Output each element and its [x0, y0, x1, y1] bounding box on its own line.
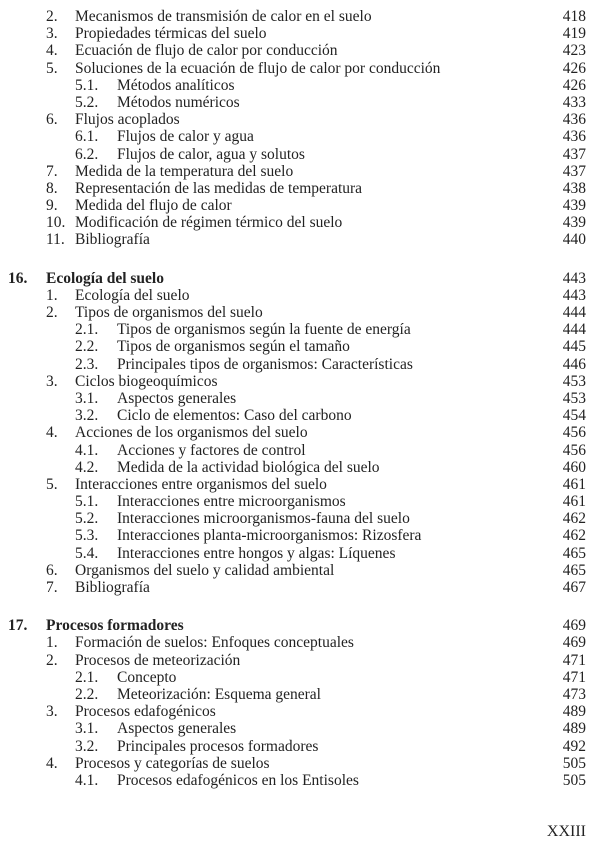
entry-page: 465 [562, 561, 586, 579]
toc-entry [0, 25, 600, 42]
entry-title: Interacciones entre organismos del suelo [75, 476, 332, 493]
dot-leader [355, 338, 546, 355]
dot-leader [245, 94, 546, 111]
entry-title: Ecuación de flujo de calor por conducción [75, 42, 343, 59]
dot-leader [272, 25, 546, 42]
entry-number: 11. [46, 231, 65, 249]
entry-number: 3.2. [75, 737, 99, 755]
toc-entry [0, 321, 600, 338]
dot-leader [195, 287, 546, 304]
toc-entry [0, 146, 600, 163]
entry-title: Flujos de calor, agua y solutos [117, 146, 310, 163]
dot-leader [259, 128, 546, 145]
entry-number: 10. [46, 214, 66, 232]
entry-title: Ciclo de elementos: Caso del carbono [117, 407, 357, 424]
entry-number: 6. [46, 111, 58, 129]
entry-page: 436 [562, 128, 586, 146]
entry-page: 473 [562, 685, 586, 703]
entry-page: 423 [562, 42, 586, 60]
dot-leader [155, 231, 546, 248]
entry-title: Formación de suelos: Enfoques conceptuales [75, 634, 359, 651]
toc-entry [0, 652, 600, 669]
entry-number: 2.2. [75, 338, 99, 356]
entry-title: Tipos de organismos del suelo [75, 304, 268, 321]
toc-entry [0, 424, 600, 441]
entry-title: Procesos de meteorización [75, 652, 245, 669]
entry-number: 4.1. [75, 441, 99, 459]
entry-title: Aspectos generales [117, 720, 241, 737]
entry-page: 471 [562, 651, 586, 669]
entry-title: Tipos de organismos según la fuente de energía [117, 321, 416, 338]
toc-entry [0, 703, 600, 720]
entry-page: 454 [562, 407, 586, 425]
toc-entry [0, 231, 600, 248]
entry-title: Procesos y categorías de suelos [75, 755, 275, 772]
toc-entry [0, 42, 600, 59]
entry-number: 3.1. [75, 720, 99, 738]
entry-page: 439 [562, 197, 586, 215]
entry-number: 6.2. [75, 145, 99, 163]
entry-number: 5.1. [75, 493, 99, 511]
chapter-entry [0, 270, 600, 287]
toc-entry [0, 755, 600, 772]
entry-number: 7. [46, 579, 58, 596]
entry-page: 492 [562, 737, 586, 755]
entry-number: 3.1. [75, 389, 99, 407]
table-of-contents [0, 8, 600, 789]
entry-page: 438 [562, 179, 586, 197]
entry-number: 4.2. [75, 458, 99, 476]
entry-title: Representación de las medidas de temperatura [75, 180, 367, 197]
entry-number: 6.1. [75, 128, 99, 146]
toc-entry [0, 287, 600, 304]
dot-leader [415, 510, 546, 527]
entry-title: Interacciones planta-microorganismos: Rizosfera [117, 527, 426, 544]
entry-page: 465 [562, 544, 586, 562]
toc-entry [0, 94, 600, 111]
entry-page: 418 [562, 8, 586, 25]
entry-page: 433 [562, 93, 586, 111]
entry-number: 9. [46, 197, 58, 215]
entry-page: 456 [562, 424, 586, 442]
entry-page: 461 [562, 493, 586, 511]
dot-leader [416, 321, 546, 338]
dot-leader [240, 77, 546, 94]
toc-entry [0, 180, 600, 197]
entry-number: 3.2. [75, 407, 99, 425]
entry-title: Métodos numéricos [117, 94, 245, 111]
entry-title: Ecología del suelo [75, 287, 195, 304]
entry-page: 467 [562, 579, 586, 596]
entry-title: Acciones y factores de control [117, 442, 311, 459]
toc-entry [0, 634, 600, 651]
entry-title: Organismos del suelo y calidad ambiental [75, 562, 339, 579]
entry-title: Tipos de organismos según el tamaño [117, 338, 355, 355]
entry-title: Bibliografía [75, 579, 155, 596]
entry-page: 440 [562, 231, 586, 249]
entry-title: Medida de la temperatura del suelo [75, 163, 298, 180]
toc-entry [0, 720, 600, 737]
entry-page: 445 [562, 338, 586, 356]
entry-number: 3. [46, 703, 58, 721]
entry-title: Meteorización: Esquema general [117, 686, 326, 703]
entry-number: 2. [46, 304, 58, 321]
entry-page: 419 [562, 25, 586, 43]
dot-leader [367, 180, 546, 197]
dot-leader [268, 304, 546, 321]
toc-entry [0, 338, 600, 355]
dot-leader [275, 755, 546, 772]
entry-title: Flujos acoplados [75, 111, 185, 128]
entry-title: Concepto [117, 669, 181, 686]
entry-page: 444 [562, 304, 586, 321]
entry-number: 5.2. [75, 93, 99, 111]
entry-page: 462 [562, 510, 586, 528]
entry-number: 5.1. [75, 76, 99, 94]
dot-leader [237, 197, 546, 214]
entry-title: Acciones de los organismos del suelo [75, 424, 313, 441]
toc-entry [0, 545, 600, 562]
toc-entry [0, 390, 600, 407]
entry-page: 437 [562, 162, 586, 180]
entry-number: 7. [46, 162, 58, 180]
entry-page: 446 [562, 355, 586, 373]
entry-page: 489 [562, 703, 586, 721]
entry-page: 426 [562, 59, 586, 77]
entry-title: Mecanismos de transmisión de calor en el suelo [75, 8, 377, 25]
entry-page: 453 [562, 389, 586, 407]
toc-entry [0, 493, 600, 510]
entry-number: 6. [46, 561, 58, 579]
entry-page: 469 [562, 634, 586, 652]
entry-number: 4. [46, 424, 58, 442]
entry-page: 471 [562, 668, 586, 686]
entry-number: 2.3. [75, 355, 99, 373]
entry-page: 439 [562, 214, 586, 232]
toc-entry [0, 60, 600, 77]
toc-entry [0, 197, 600, 214]
entry-title: Procesos edafogénicos [75, 703, 221, 720]
entry-number: 5. [46, 475, 58, 493]
entry-page: 437 [562, 145, 586, 163]
dot-leader [339, 562, 546, 579]
dot-leader [323, 738, 546, 755]
entry-page: 489 [562, 720, 586, 738]
entry-title: Procesos edafogénicos en los Entisoles [117, 772, 364, 789]
entry-number: 2. [46, 8, 58, 25]
entry-page: 426 [562, 76, 586, 94]
chapter-entry [0, 617, 600, 634]
dot-leader [245, 652, 546, 669]
entry-page: 443 [562, 269, 586, 287]
entry-title: Soluciones de la ecuación de flujo de calor por conducción [75, 60, 445, 77]
entry-title: Interacciones entre microorganismos [117, 493, 351, 510]
toc-entry [0, 77, 600, 94]
entry-title: Principales procesos formadores [117, 738, 323, 755]
toc-entry [0, 304, 600, 321]
toc-entry [0, 8, 600, 25]
toc-entry [0, 686, 600, 703]
entry-page: 462 [562, 527, 586, 545]
page-number: XXIII [546, 823, 586, 840]
toc-entry [0, 373, 600, 390]
toc-entry [0, 579, 600, 596]
toc-entry [0, 356, 600, 373]
dot-leader [181, 669, 546, 686]
entry-page: 453 [562, 372, 586, 390]
dot-leader [445, 60, 546, 77]
entry-number: 3. [46, 25, 58, 43]
entry-number: 5.2. [75, 510, 99, 528]
dot-leader [311, 442, 546, 459]
entry-title: Procesos formadores [46, 617, 189, 634]
dot-leader [189, 617, 546, 634]
entry-title: Interacciones microorganismos-fauna del suelo [117, 510, 415, 527]
dot-leader [359, 634, 546, 651]
entry-title: Principales tipos de organismos: Características [117, 356, 418, 373]
entry-page: 505 [562, 754, 586, 772]
entry-number: 3. [46, 372, 58, 390]
entry-title: Medida del flujo de calor [75, 197, 237, 214]
entry-page: 444 [562, 321, 586, 339]
entry-number: 5.3. [75, 527, 99, 545]
entry-page: 436 [562, 111, 586, 129]
entry-page: 456 [562, 441, 586, 459]
toc-entry [0, 510, 600, 527]
entry-number: 4. [46, 42, 58, 60]
entry-title: Bibliografía [75, 231, 155, 248]
entry-number: 4. [46, 754, 58, 772]
entry-title: Flujos de calor y agua [117, 128, 259, 145]
dot-leader [347, 214, 546, 231]
entry-title: Métodos analíticos [117, 77, 240, 94]
entry-number: 2. [46, 651, 58, 669]
dot-leader [364, 772, 546, 789]
dot-leader [241, 720, 546, 737]
entry-number: 1. [46, 286, 58, 304]
toc-entry [0, 214, 600, 231]
entry-title: Ecología del suelo [46, 270, 169, 287]
entry-title: Aspectos generales [117, 390, 241, 407]
toc-entry [0, 459, 600, 476]
dot-leader [385, 459, 546, 476]
toc-entry [0, 669, 600, 686]
entry-page: 461 [562, 475, 586, 493]
dot-leader [400, 545, 546, 562]
dot-leader [185, 111, 546, 128]
entry-number: 8. [46, 179, 58, 197]
entry-number: 2.1. [75, 668, 99, 686]
toc-entry [0, 738, 600, 755]
dot-leader [298, 163, 546, 180]
dot-leader [377, 8, 546, 25]
entry-number: 2.1. [75, 321, 99, 339]
entry-page: 469 [562, 617, 586, 635]
entry-number: 5.4. [75, 544, 99, 562]
entry-page: 460 [562, 458, 586, 476]
dot-leader [313, 424, 546, 441]
dot-leader [426, 527, 546, 544]
toc-entry [0, 772, 600, 789]
dot-leader [310, 146, 546, 163]
entry-title: Medida de la actividad biológica del suelo [117, 459, 385, 476]
entry-number: 16. [8, 269, 28, 287]
dot-leader [357, 407, 546, 424]
toc-entry [0, 128, 600, 145]
entry-page: 443 [562, 286, 586, 304]
entry-number: 4.1. [75, 771, 99, 789]
dot-leader [223, 373, 546, 390]
toc-entry [0, 527, 600, 544]
dot-leader [332, 476, 546, 493]
dot-leader [241, 390, 546, 407]
entry-title: Modificación de régimen térmico del suelo [75, 214, 347, 231]
toc-entry [0, 407, 600, 424]
dot-leader [343, 42, 546, 59]
toc-entry [0, 476, 600, 493]
entry-title: Propiedades térmicas del suelo [75, 25, 272, 42]
entry-number: 1. [46, 634, 58, 652]
entry-title: Interacciones entre hongos y algas: Líquenes [117, 545, 400, 562]
entry-number: 17. [8, 617, 28, 635]
toc-entry [0, 163, 600, 180]
dot-leader [221, 703, 546, 720]
dot-leader [155, 579, 546, 596]
entry-title: Ciclos biogeoquímicos [75, 373, 223, 390]
entry-page: 505 [562, 771, 586, 789]
dot-leader [418, 356, 546, 373]
dot-leader [169, 270, 546, 287]
toc-entry [0, 111, 600, 128]
entry-number: 2.2. [75, 685, 99, 703]
toc-entry [0, 562, 600, 579]
dot-leader [326, 686, 546, 703]
entry-number: 5. [46, 59, 58, 77]
toc-entry [0, 442, 600, 459]
dot-leader [351, 493, 546, 510]
